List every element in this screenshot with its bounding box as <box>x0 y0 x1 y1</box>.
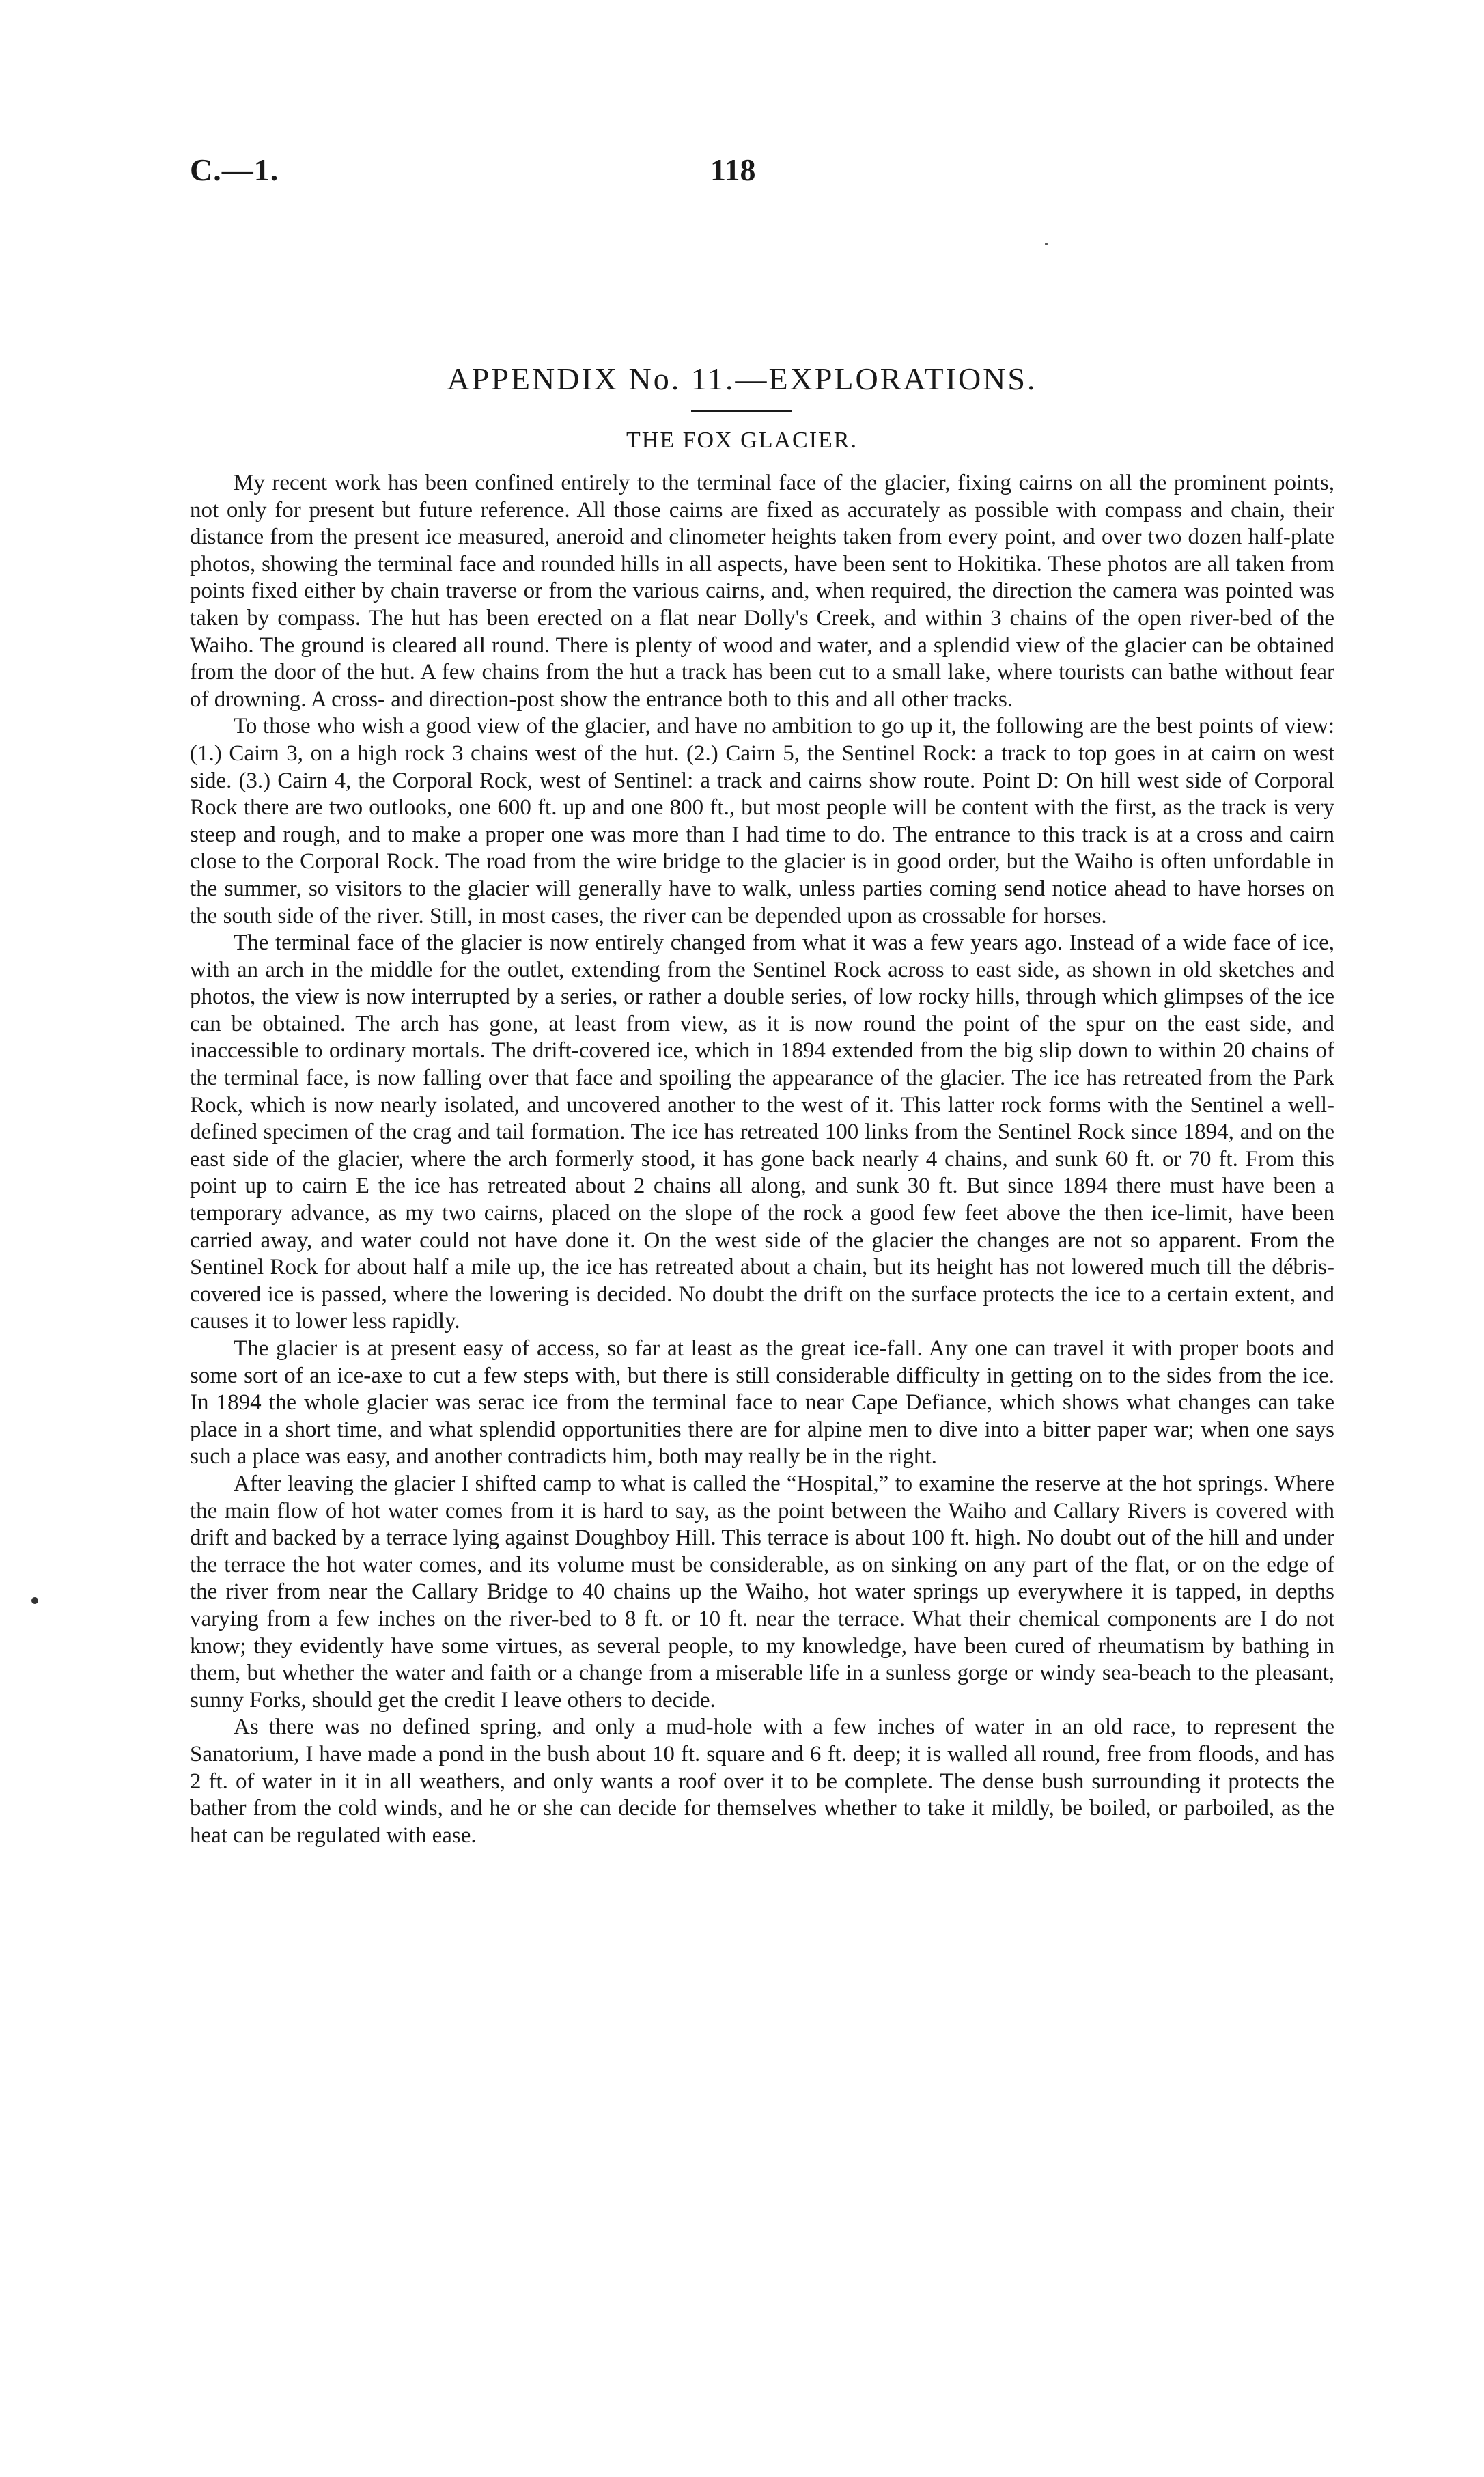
document-reference: C.—1. <box>190 152 279 187</box>
paragraph: To those who wish a good view of the glacier, and have no ambition to go up it, the following are the best points of view: (1.) Cairn 3, on a high rock 3 chains west of the hut. (2.) Cairn 5, the Sentinel Rock: a track to top goes in at cairn on west side. (3.) Cairn 4, the Corporal Rock, west of Sentinel: a track and cairns show route. Point D: On hill west side of Corporal Rock there are two outlooks, one 600 ft. up and one 800 ft., but most people will be content with the first, as the track is very steep and rough, and to make a proper one was more than I had time to do. The entrance to this track is at a cross and cairn close to the Corporal Rock. The road from the wire bridge to the glacier is in good order, but the Waiho is often unfordable in the summer, so visitors to the glacier will generally have to walk, unless parties coming send notice ahead to have horses on the south side of the river. Still, in most cases, the river can be depended upon as crossable for horses. <box>190 714 1334 928</box>
scan-speck <box>1045 243 1048 245</box>
body-text <box>190 470 1334 1849</box>
paragraph: The terminal face of the glacier is now entirely changed from what it was a few years ago. Instead of a wide face of ice, with an arch in the middle for the outlet, extending from the Sentinel Rock across to east side, as shown in old sketches and photos, the view is now interrupted by a series, or rather a double series, of low rocky hills, through which glimpses of the ice can be obtained. The arch has gone, at least from view, as it is now round the point of the spur on the east side, and inaccessible to ordinary mortals. The drift-covered ice, which in 1894 extended from the big slip down to within 20 chains of the terminal face, is now falling over that face and spoiling the appearance of the glacier. The ice has retreated from the Park Rock, which is now nearly isolated, and uncovered another to the west of it. This latter rock forms with the Sentinel a well-defined specimen of the crag and tail formation. The ice has retreated 100 links from the Sentinel Rock since 1894, and on the east side of the glacier, where the arch formerly stood, it has gone back nearly 4 chains, and sunk 60 ft. or 70 ft. From this point up to cairn E the ice has retreated about 2 chains all along, and sunk 30 ft. But since 1894 there must have been a temporary advance, as my two cairns, placed on the slope of the rock a good few feet above the then ice-limit, have been carried away, and water could not have done it. On the west side of the glacier the changes are not so apparent. From the Sentinel Rock for about half a mile up, the ice has retreated about a chain, but its height has not lowered much till the débris-covered ice is passed, where the lowering is decided. No doubt the drift on the surface protects the ice to a certain extent, and causes it to lower less rapidly. <box>190 930 1334 1334</box>
section-subtitle: THE FOX GLACIER. <box>626 428 858 453</box>
paragraph: As there was no defined spring, and only a mud-hole with a few inches of water in an old race, to represent the Sanatorium, I have made a pond in the bush about 10 ft. square and 6 ft. deep; it is walled all round, free from floods, and has 2 ft. of water in it in all weathers, and only wants a roof over it to be complete. The dense bush surrounding it protects the bather from the cold winds, and he or she can decide for themselves whether to take it mildly, be boiled, or parboiled, as the heat can be regulated with ease. <box>190 1715 1334 1848</box>
appendix-title: APPENDIX No. 11.—EXPLORATIONS. <box>447 361 1037 396</box>
title-rule <box>691 410 792 412</box>
running-head <box>0 152 1484 199</box>
margin-mark <box>31 1597 38 1604</box>
paragraph: My recent work has been confined entirely to the terminal face of the glacier, fixing cairns on all the prominent points, not only for present but future reference. All those cairns are fixed as accurately as possible with compass and chain, their distance from the present ice measured, aneroid and clinometer heights taken from every point, and over two dozen half-plate photos, showing the terminal face and rounded hills in all aspects, have been sent to Hokitika. These photos are all taken from points fixed either by chain traverse or from the various cairns, and, when required, the direction the camera was pointed was taken by compass. The hut has been erected on a flat near Dolly's Creek, and within 3 chains of the open river-bed of the Waiho. The ground is cleared all round. There is plenty of wood and water, and a splendid view of the glacier can be obtained from the door of the hut. A few chains from the hut a track has been cut to a small lake, where tourists can bathe without fear of drowning. A cross- and direction-post show the entrance both to this and all other tracks. <box>190 471 1334 712</box>
page-number: 118 <box>710 152 756 187</box>
paragraph: The glacier is at present easy of access, so far at least as the great ice-fall. Any one can travel it with proper boots and some sort of an ice-axe to cut a few steps with, but there is still considerable difficulty in getting on to the sides from the ice. In 1894 the whole glacier was serac ice from the terminal face to near Cape Defiance, which shows what changes can take place in a short time, and what splendid opportunities there are for alpine men to dive into a bitter paper war; when one says such a place was easy, and another contradicts him, both may really be in the right. <box>190 1336 1334 1469</box>
paragraph: After leaving the glacier I shifted camp to what is called the “Hospital,” to examine the reserve at the hot springs. Where the main flow of hot water comes from it is hard to say, as the point between the Waiho and Callary Rivers is covered with drift and backed by a terrace lying against Doughboy Hill. This terrace is about 100 ft. high. No doubt out of the hill and under the terrace the hot water comes, and its volume must be considerable, as on sinking on any part of the flat, or on the edge of the river from near the Callary Bridge to 40 chains up the Waiho, hot water springs up everywhere it is tapped, in depths varying from a few inches on the river-bed to 8 ft. or 10 ft. near the terrace. What their chemical components are I do not know; they evidently have some virtues, as several people, to my knowledge, have been cured of rheumatism by bathing in them, but whether the water and faith or a change from a miserable life in a sunless gorge or windy sea-beach to the pleasant, sunny Forks, should get the credit I leave others to decide. <box>190 1471 1334 1713</box>
